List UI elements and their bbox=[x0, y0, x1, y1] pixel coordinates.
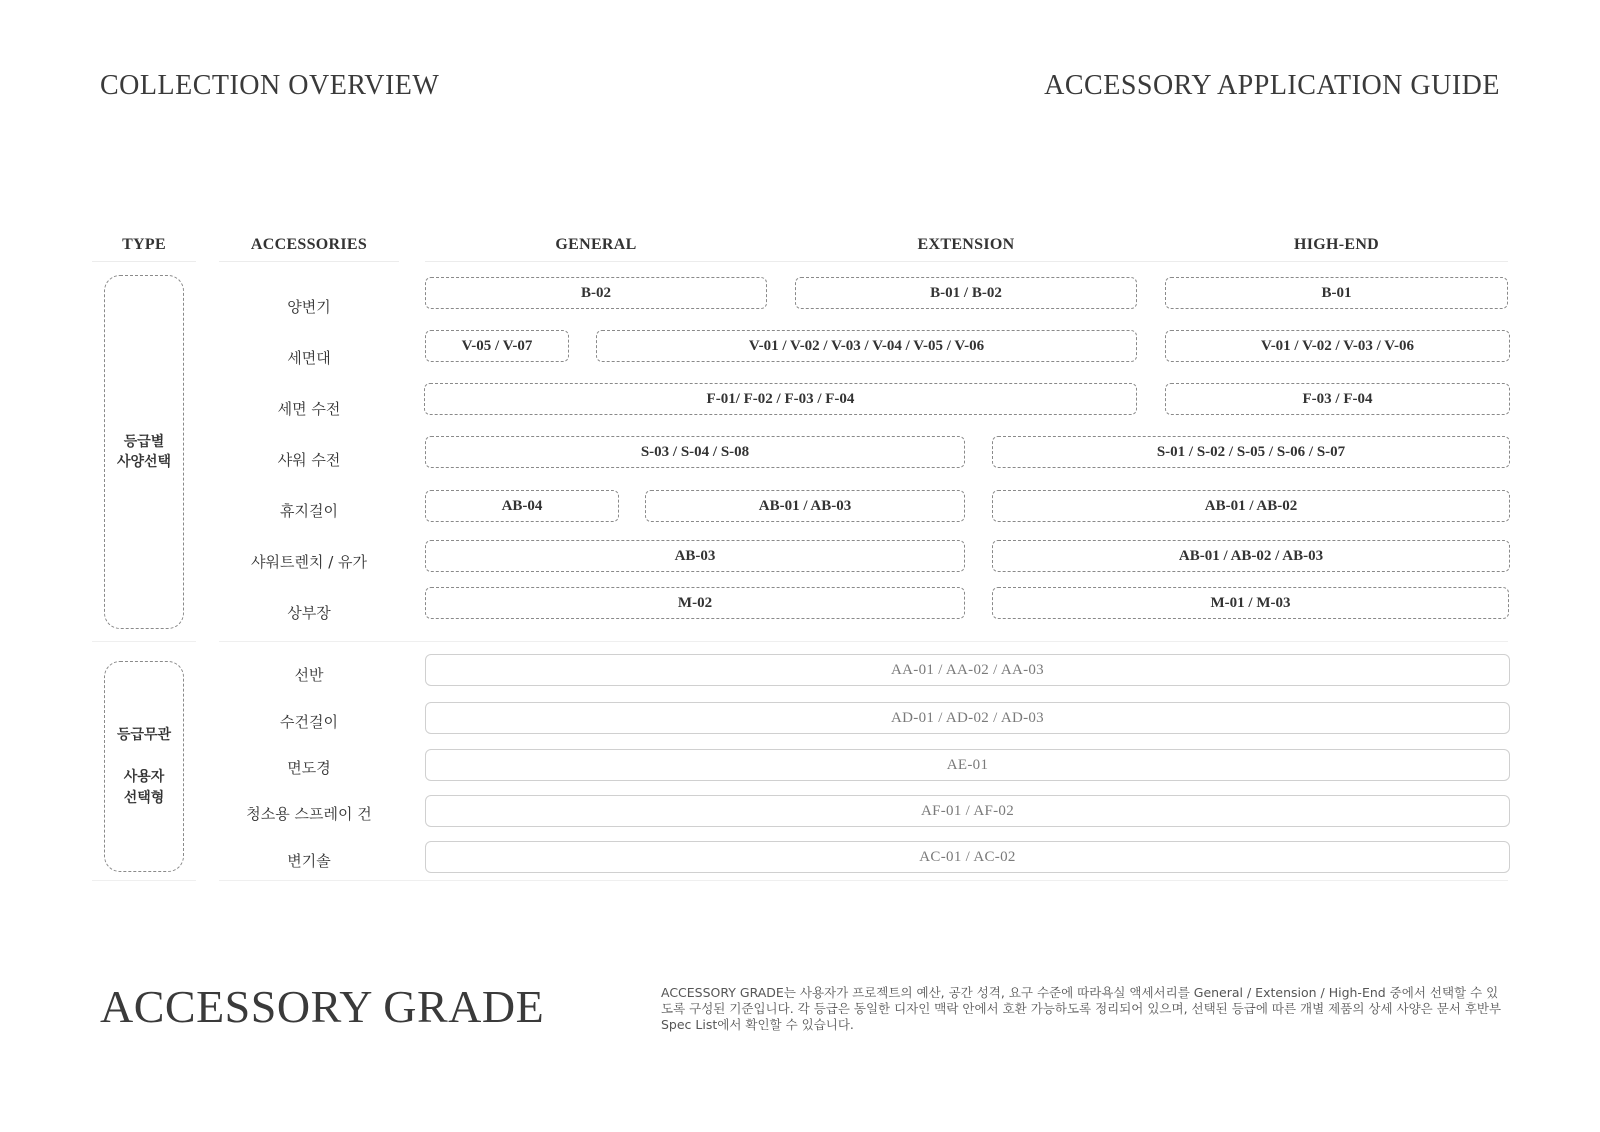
type-graded-selection: 등급별 사양선택 bbox=[104, 275, 184, 629]
cell-shower-trench-high-end: AB-01 / AB-02 / AB-03 bbox=[992, 540, 1510, 572]
accessory-label-cleaning-spray-gun: 청소용 스프레이 건 bbox=[246, 805, 372, 823]
accessory-grade-description: ACCESSORY GRADE는 사용자가 프로젝트의 예산, 공간 성격, 요구 수준에 따라욕실 액세서리를 General / Extension / High-End 중에서 선택할 수 있도록 구성된 기준입니다. 각 등급은 동일한 디자인 맥락 안에서 호환 가능하도록 정리되어 있으며, 선택된 등급에 따른 개별 제품의 상세 사양은 문서 후반부 Spec List에서 확인할 수 있습니다. bbox=[661, 985, 1502, 1032]
cell-paper-holder-general: AB-04 bbox=[425, 490, 619, 522]
type-user-selectable-label: 사용자 선택형 bbox=[123, 769, 165, 806]
cell-shelf-all: AA-01 / AA-02 / AA-03 bbox=[425, 654, 1510, 686]
column-header-accessories: ACCESSORIES bbox=[250, 236, 368, 253]
accessory-label-upper-cabinet: 상부장 bbox=[287, 604, 331, 622]
cell-shaving-mirror-all: AE-01 bbox=[425, 749, 1510, 781]
type-grade-independent bbox=[104, 661, 184, 872]
cell-toilet-general: B-02 bbox=[425, 277, 767, 309]
header-rule-grades bbox=[425, 261, 1508, 262]
group-separator-type bbox=[92, 641, 196, 642]
cell-upper-cabinet-high-end: M-01 / M-03 bbox=[992, 587, 1509, 619]
accessory-grade-title: ACCESSORY GRADE bbox=[100, 981, 545, 1032]
cell-basin-faucet-general-extension: F-01/ F-02 / F-03 / F-04 bbox=[424, 383, 1137, 415]
accessory-label-shower-trench: 샤워트렌치 / 유가 bbox=[250, 553, 368, 571]
cell-cleaning-spray-gun-all: AF-01 / AF-02 bbox=[425, 795, 1510, 827]
accessory-label-toilet: 양변기 bbox=[287, 298, 331, 316]
cell-washbasin-high-end: V-01 / V-02 / V-03 / V-06 bbox=[1165, 330, 1510, 362]
accessory-label-toilet-brush: 변기솔 bbox=[287, 852, 331, 870]
table-bottom-rule-type bbox=[92, 880, 196, 881]
cell-toilet-brush-all: AC-01 / AC-02 bbox=[425, 841, 1510, 873]
accessory-label-shaving-mirror: 면도경 bbox=[287, 759, 331, 777]
column-header-general: GENERAL bbox=[555, 236, 637, 253]
cell-washbasin-general: V-05 / V-07 bbox=[425, 330, 569, 362]
accessory-label-towel-bar: 수건걸이 bbox=[280, 713, 338, 731]
cell-shower-faucet-high-end: S-01 / S-02 / S-05 / S-06 / S-07 bbox=[992, 436, 1510, 468]
column-header-extension: EXTENSION bbox=[917, 236, 1015, 253]
accessory-label-paper-holder: 휴지걸이 bbox=[280, 502, 338, 520]
accessory-application-guide-title: ACCESSORY APPLICATION GUIDE bbox=[1044, 70, 1500, 101]
cell-toilet-extension: B-01 / B-02 bbox=[795, 277, 1137, 309]
accessory-label-shelf: 선반 bbox=[294, 666, 324, 684]
cell-paper-holder-extension: AB-01 / AB-03 bbox=[645, 490, 965, 522]
cell-washbasin-extension: V-01 / V-02 / V-03 / V-04 / V-05 / V-06 bbox=[596, 330, 1137, 362]
accessory-label-basin-faucet: 세면 수전 bbox=[277, 400, 341, 418]
collection-overview-title: COLLECTION OVERVIEW bbox=[100, 70, 440, 101]
accessory-label-shower-faucet: 샤워 수전 bbox=[277, 451, 341, 469]
type-grade-independent-label: 등급무관 bbox=[116, 727, 172, 744]
group-separator bbox=[219, 641, 1508, 642]
cell-basin-faucet-high-end: F-03 / F-04 bbox=[1165, 383, 1510, 415]
header-rule-type bbox=[92, 261, 196, 262]
accessory-label-washbasin: 세면대 bbox=[287, 349, 331, 367]
column-header-high-end: HIGH-END bbox=[1293, 236, 1380, 253]
column-header-type: TYPE bbox=[122, 236, 166, 253]
cell-toilet-high-end: B-01 bbox=[1165, 277, 1508, 309]
table-bottom-rule bbox=[219, 880, 1508, 881]
cell-paper-holder-high-end: AB-01 / AB-02 bbox=[992, 490, 1510, 522]
header-rule-accessories bbox=[219, 261, 399, 262]
cell-shower-trench-general: AB-03 bbox=[425, 540, 965, 572]
cell-shower-faucet-general: S-03 / S-04 / S-08 bbox=[425, 436, 965, 468]
cell-towel-bar-all: AD-01 / AD-02 / AD-03 bbox=[425, 702, 1510, 734]
cell-upper-cabinet-general: M-02 bbox=[425, 587, 965, 619]
